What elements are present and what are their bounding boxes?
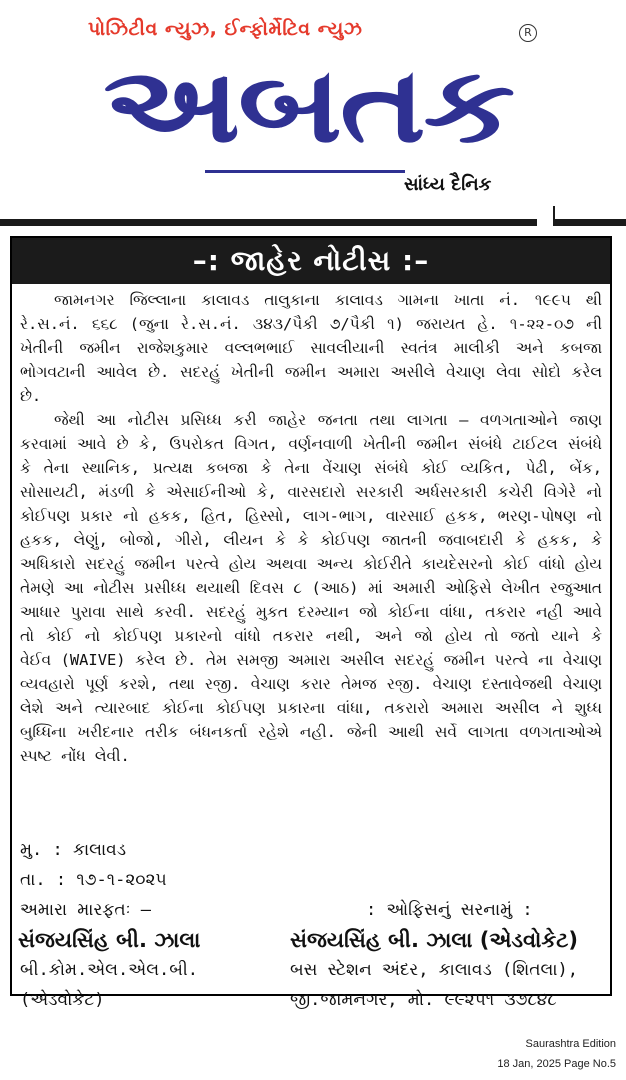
via-label: અમારા મારફતઃ –: [20, 900, 152, 920]
newspaper-masthead: [0, 0, 626, 232]
advocate-name: સંજયસિંહ બી. ઝાલા: [18, 928, 201, 952]
public-notice-box: [10, 236, 612, 1010]
notice-date: તા. : ૧૭-૧-૨૦૨૫: [20, 870, 167, 890]
office-advocate-name: સંજયસિંહ બી. ઝાલા (એડવોકેટ): [290, 928, 579, 952]
header-rule-tick: [553, 206, 555, 220]
header-rule-right: [553, 219, 626, 226]
notice-place: મુ. : કાલાવડ: [20, 840, 127, 860]
masthead-tagline: પોઝિટીવ ન્યુઝ, ઈન્ફોર્મેટિવ ન્યુઝ: [88, 18, 363, 40]
newspaper-logo: અબતક: [103, 44, 513, 166]
notice-paragraph: જામનગર જિલ્લાના કાલાવડ તાલુકાના કાલાવડ ગામના ખાતા નં. ૧૯૯૫ થી રે.સ.નં. ૬૬૮ (જુના રે.સ.નં. ૩૪૩/પૈકી ૭/પૈકી ૧) જરાયત હે. ૧-૨૨-૦૭ ની ખેતીની જમીન રાજેશકુમાર વલ્લભભાઈ સાવલીયાની સ્વતંત્ર માલીકી અને કબજા ભોગવટાની આવેલ છે. સદરહું ખેતીની જમીન અમારા અસીલે વેચાણ લેવા સોદો કરેલ છે.: [20, 291, 602, 405]
notice-body: [20, 288, 602, 768]
office-address-label: : ઓફિસનું સરનામું :: [366, 900, 533, 920]
notice-paragraph: જેથી આ નોટીસ પ્રસિધ્ધ કરી જાહેર જનતા તથા લાગતા – વળગતાઓને જાણ કરવામાં આવે છે કે, ઉપરોકત વિગત, વર્ણનવાળી ખેતીની જમીન સંબંધે ટાઈટલ સંબંધે કે તેના સ્થાનિક, પ્રત્યક્ષ કબજા કે તેના વેંચાણ સંબંધે કોઈ વ્યકિત, પેઢી, બેંક, સોસાયટી, મંડળી કે એસાઈનીઓ કે, વારસદારો સરકારી અર્ધસરકારી કચેરી વિગેરે નો કોઈપણ પ્રકાર નો હકક, હિત, હિસ્સો, લાગ-ભાગ, વારસાઈ હકક, ભરણ-પોષણ નો હકક, લેણું, બોજો, ગીરો, લીયન કે કે કોઈપણ જાતની જવાબદારી કે હકક, કે અધિકારો સદરહું જમીન પરત્વે હોય અથવા અન્ય કોઈરીતે કાયદેસરનો કોઈ વાંધો હોય તેમણે આ નોટીસ પ્રસીધ્ધ થયાથી દિવસ ૮ (આઠ) માં અમારી ઓફિસે લેખીત રજુઆત આધાર પુરાવા સાથે કરવી. સદરહું મુકત દરમ્યાન જો કોઈના વાંધા, તકરાર નહી આવે તો કોઈ નો કોઈપણ પ્રકારનો વાંધો તકરાર નથી, અને જો હોય તો જતો યાને કે વેઈવ (WAIVE) કરેલ છે. તેમ સમજી અમારા અસીલ સદરહું જમીન પરત્વે ના વેચાણ વ્યવહારો પૂર્ણ કરશે, તથા રજી. વેચાણ કરાર તેમજ રજી. વેચાણ દસ્તાવેજથી વેચાણ લેશે અને ત્યારબાદ કોઈના કોઈપણ પ્રકારના વાંધા, તકરારો અમારા અસીલ ને શુધ્ધ બુધ્ધિના ખરીદનાર તરીક બંધનકર્તા રહેશે નહી. જેની આથી સર્વે લાગતા વળગતાઓએ સ્પષ્ટ નોંધ લેવી.: [20, 411, 602, 765]
masthead-subtitle: સાંધ્ય દૈનિક: [404, 174, 492, 195]
registered-trademark-icon: R: [519, 24, 537, 42]
logo-underline: [205, 170, 405, 173]
notice-title: –: જાહેર નોટીસ :–: [12, 238, 610, 284]
office-address-line: બસ સ્ટેશન અંદર, કાલાવડ (શિતલા),: [290, 960, 578, 980]
header-rule: [0, 219, 537, 226]
office-address-line: જી.જામનગર, મો. ૯૯૨૫૧ ૩૭૮૪૮: [290, 990, 557, 1010]
edition-label: Saurashtra Edition: [525, 1038, 616, 1050]
advocate-qualification: બી.કોમ.એલ.એલ.બી.: [20, 960, 199, 980]
advocate-designation: (એડવોકેટ): [20, 990, 105, 1010]
page-info: 18 Jan, 2025 Page No.5: [497, 1058, 616, 1070]
